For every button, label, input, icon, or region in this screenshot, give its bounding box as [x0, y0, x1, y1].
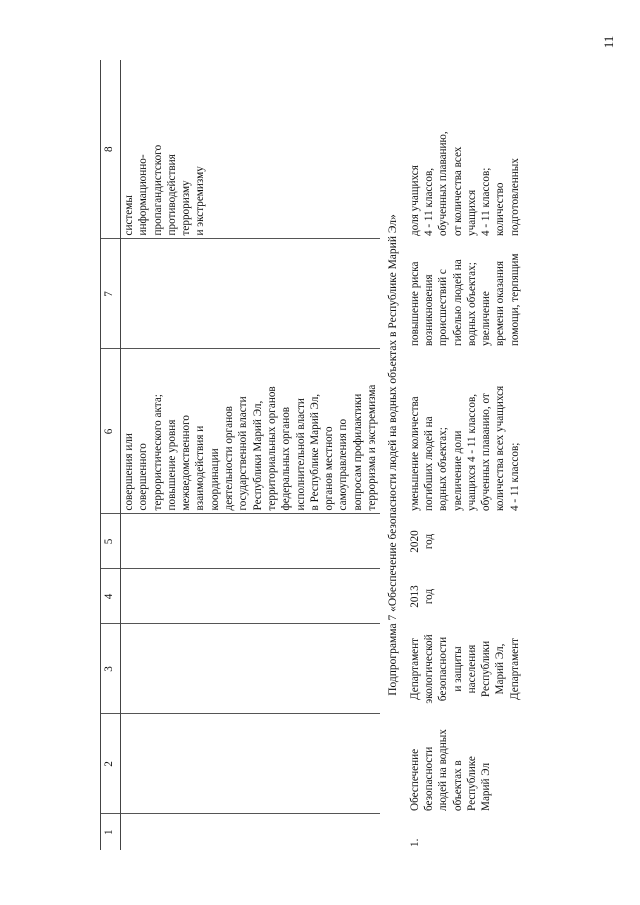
- text-line: территориальных органов: [265, 386, 278, 511]
- text-line: возникновения: [422, 274, 435, 346]
- text-line: Департамент: [508, 637, 521, 701]
- text-line: год: [422, 533, 435, 550]
- text-line: в Республике Марий Эл,: [308, 393, 321, 511]
- rotated-table-page: [100, 60, 580, 850]
- program-table: [100, 60, 523, 850]
- text-line: уменьшение количества: [408, 396, 421, 511]
- text-line: террористического акта;: [151, 394, 164, 511]
- text-line: государственной власти: [237, 396, 250, 511]
- row-number: 1.: [408, 838, 421, 847]
- text-line: количество: [494, 182, 507, 236]
- start-year-cell: [407, 569, 523, 624]
- text-line: повышение уровня: [165, 419, 178, 511]
- text-line: информационно-: [137, 154, 150, 236]
- text-line: Обеспечение: [408, 748, 421, 811]
- text-line: координации: [208, 448, 221, 511]
- col-header-5: 5: [101, 514, 121, 569]
- text-line: и экстремизму: [194, 166, 207, 236]
- text-line: пропагандистского: [151, 144, 164, 236]
- executor-cell: [407, 624, 523, 714]
- consequences-cell: [407, 239, 523, 349]
- text-line: федеральных органов: [280, 406, 293, 511]
- text-line: самоуправления по: [337, 418, 350, 511]
- end-year-cell: [407, 514, 523, 569]
- text-line: Республики Марий Эл,: [251, 400, 264, 511]
- text-line: увеличение: [480, 291, 493, 346]
- text-line: Марий Эл: [480, 762, 493, 811]
- text-line: Республики: [480, 640, 493, 698]
- continued-goals-cell: [121, 349, 381, 514]
- text-line: Департамент: [408, 637, 421, 701]
- col-header-2: 2: [101, 714, 121, 814]
- text-line: учащихся 4 - 11 классов,: [465, 393, 478, 511]
- expected-result-cell: [407, 349, 523, 514]
- text-line: обученных плаванию, от: [480, 393, 493, 511]
- text-line: безопасности: [422, 746, 435, 811]
- text-line: деятельности органов: [223, 406, 236, 511]
- text-line: экологической: [422, 634, 435, 704]
- indicators-cell: [407, 60, 523, 239]
- text-line: людей на водных: [437, 729, 450, 811]
- text-line: доля учащихся: [408, 165, 421, 236]
- text-line: 2020: [408, 530, 421, 553]
- table-row: [407, 60, 523, 850]
- text-line: гибелью людей на: [451, 259, 464, 346]
- col-header-4: 4: [101, 569, 121, 624]
- text-line: учащихся: [465, 189, 478, 236]
- text-line: 4 - 11 классов,: [422, 167, 435, 236]
- col-header-6: 6: [101, 349, 121, 514]
- subprogram-title-row: [380, 60, 406, 850]
- text-line: год: [422, 588, 435, 605]
- col-header-8: 8: [101, 60, 121, 239]
- text-line: подготовленных: [508, 158, 521, 236]
- col-header-1: 1: [101, 814, 121, 850]
- text-line: населения: [465, 644, 478, 694]
- text-line: объектах в: [451, 760, 464, 811]
- text-line: противодействия: [165, 154, 178, 236]
- text-line: взаимодействия и: [194, 425, 207, 511]
- text-line: терроризму: [180, 180, 193, 236]
- text-line: органов местного: [323, 426, 336, 511]
- text-line: исполнительной власти: [294, 398, 307, 511]
- text-line: Республике: [465, 756, 478, 811]
- text-line: 2013: [408, 585, 421, 608]
- text-line: и защиты: [451, 646, 464, 692]
- text-line: обученных плаванию,: [437, 131, 450, 236]
- text-line: совершения или: [123, 433, 135, 511]
- text-line: 4 - 11 классов;: [508, 442, 521, 511]
- measure-name-cell: [407, 714, 523, 814]
- page-number: 11: [601, 35, 616, 49]
- header-row: [101, 60, 121, 850]
- text-line: водных объектах;: [437, 427, 450, 511]
- text-line: безопасности: [437, 636, 450, 702]
- text-line: повышение риска: [408, 261, 421, 346]
- col-header-7: 7: [101, 239, 121, 349]
- text-line: помощи, терпящим: [508, 253, 521, 346]
- text-line: 4 - 11 классов;: [480, 167, 493, 236]
- text-line: межведомственного: [180, 415, 193, 511]
- text-line: погибших людей на: [422, 416, 435, 511]
- text-line: терроризма и экстремизма: [366, 384, 379, 511]
- continued-indicators-cell: [121, 60, 381, 239]
- text-line: совершенного: [137, 443, 150, 511]
- text-line: водных объектах;: [465, 262, 478, 346]
- text-line: от количества всех: [451, 146, 464, 236]
- text-line: Марий Эл,: [494, 643, 507, 695]
- text-line: времени оказания: [494, 261, 507, 346]
- col-header-3: 3: [101, 624, 121, 714]
- text-line: системы: [123, 195, 135, 236]
- text-line: вопросам профилактики: [351, 393, 364, 511]
- text-line: количества всех учащихся: [494, 385, 507, 511]
- text-line: происшествий с: [437, 269, 450, 346]
- subprogram-title: Подпрограмма 7 «Обеспечение безопасности людей на водных объектах в Республике Марий Эл»: [387, 214, 400, 696]
- text-line: увеличение доли: [451, 430, 464, 511]
- continued-row: [121, 60, 381, 850]
